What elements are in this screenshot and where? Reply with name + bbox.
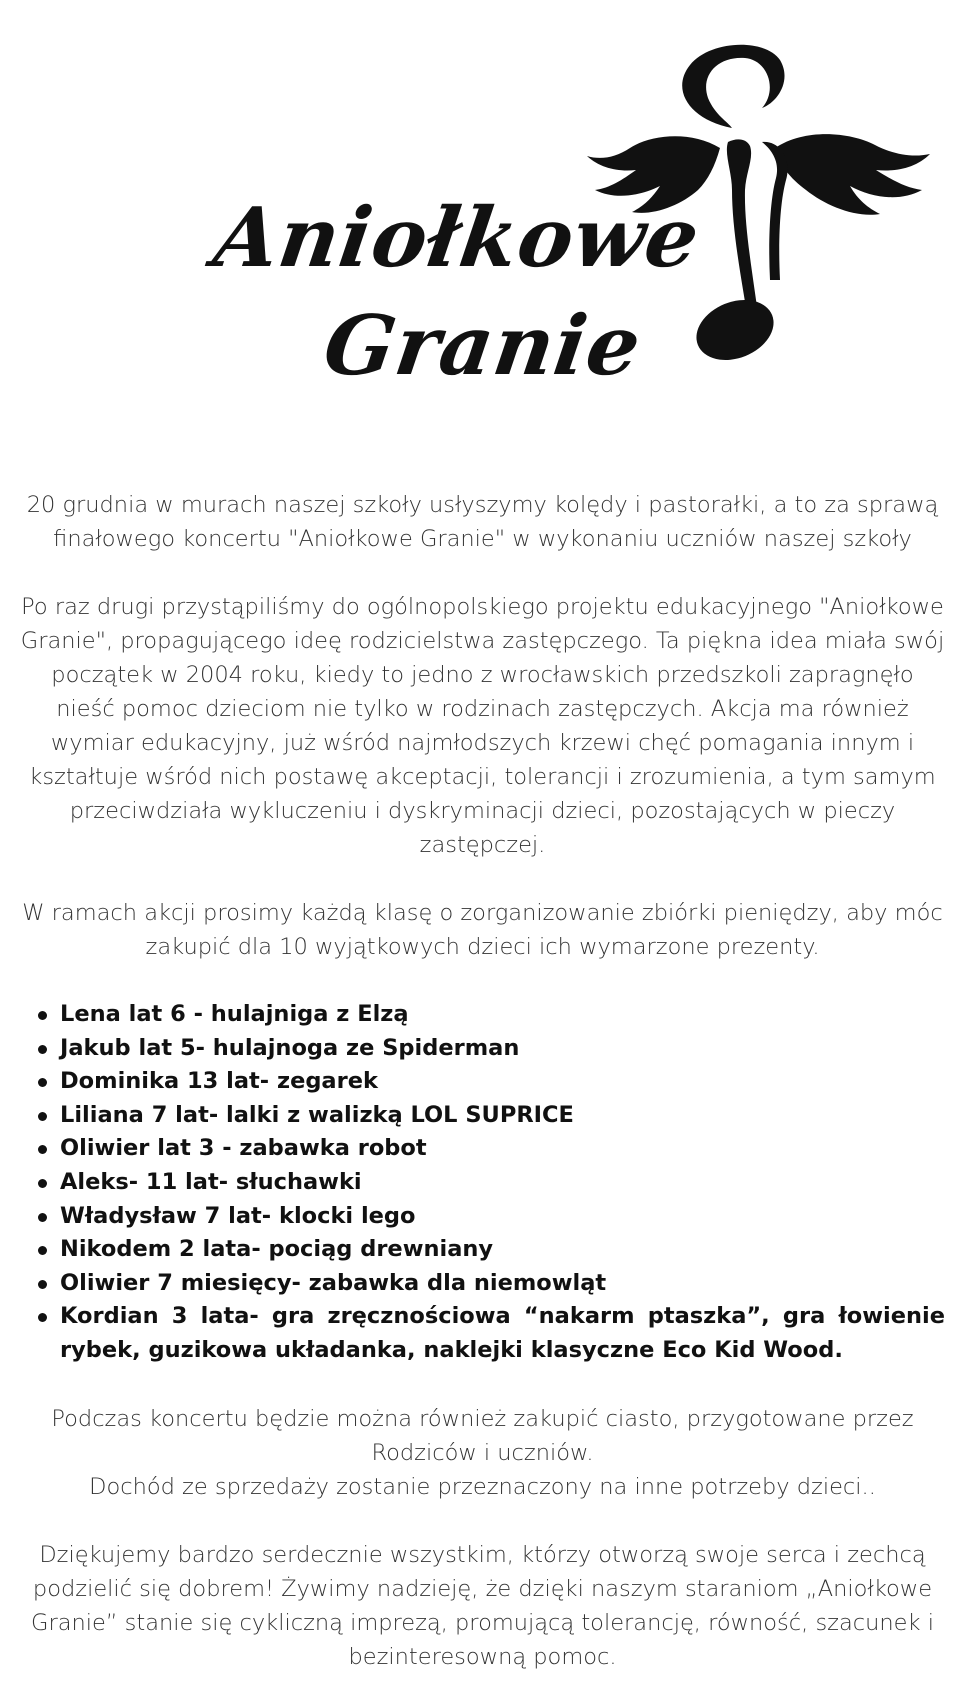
list-item: [38, 1233, 945, 1267]
gift-list: [20, 998, 945, 1368]
logo-line-1: Aniołkowe: [208, 190, 706, 286]
list-item: [38, 1267, 945, 1301]
list-item: [38, 1132, 945, 1166]
bullet-icon: [38, 1145, 47, 1154]
bullet-icon: [38, 1112, 47, 1121]
gift-text: Dominika 13 lat- zegarek: [60, 1068, 378, 1095]
bullet-icon: [38, 1078, 47, 1087]
list-item: [38, 1099, 945, 1133]
list-item: [38, 1032, 945, 1066]
gift-text: Władysław 7 lat- klocki lego: [60, 1202, 416, 1229]
intro-paragraph: 20 grudnia w murach naszej szkoły usłyszymy kolędy i pastorałki, a to za sprawą finałowego koncertu "Aniołkowe Granie" w wykonaniu uczniów naszej szkoły: [26, 492, 939, 552]
thanks-paragraph: Dziękujemy bardzo serdecznie wszystkim, którzy otworzą swoje serca i zechcą podzielić się dobrem! Żywimy nadzieję, że dzięki naszym staraniom „Aniołkowe Granie” stanie się cykliczną imprezą, promującą tolerancję, równość, szacunek i bezinteresowną pomoc.: [31, 1541, 934, 1670]
note-flag-icon: [762, 142, 788, 280]
bullet-icon: [38, 1280, 47, 1289]
list-item: [38, 1065, 945, 1099]
content: [20, 488, 945, 1674]
left-wing-icon: [587, 136, 720, 213]
request-paragraph: W ramach akcji prosimy każdą klasę o zorganizowanie zbiórki pieniędzy, aby móc zakupić dla 10 wyjątkowych dzieci ich wymarzone prezenty.: [22, 900, 943, 960]
bullet-icon: [38, 1213, 47, 1222]
income-paragraph: Dochód ze sprzedaży zostanie przeznaczony na inne potrzeby dzieci..: [89, 1473, 876, 1500]
gift-text: Nikodem 2 lata- pociąg drewniany: [60, 1236, 494, 1263]
gift-text: Oliwier lat 3 - zabawka robot: [60, 1135, 427, 1162]
bullet-icon: [38, 1313, 47, 1322]
gift-text: Oliwier 7 miesięcy- zabawka dla niemowląt: [60, 1269, 607, 1296]
gift-text: Kordian 3 lata- gra zręcznościowa “nakarm ptaszka”, gra łowienie rybek, guzikowa układanka, naklejki klasyczne Eco Kid Wood.: [60, 1303, 945, 1363]
angel-music-note-icon: [540, 30, 940, 400]
gift-text: Aleks- 11 lat- słuchawki: [60, 1168, 362, 1195]
cake-paragraph: Podczas koncertu będzie można również zakupić ciasto, przygotowane przez Rodziców i uczniów.: [51, 1405, 914, 1466]
bullet-icon: [38, 1246, 47, 1255]
bullet-icon: [38, 1045, 47, 1054]
list-item: [38, 1300, 945, 1367]
bullet-icon: [38, 1179, 47, 1188]
right-wing-icon: [775, 134, 930, 215]
gift-text: Lena lat 6 - hulajniga z Elzą: [60, 1001, 409, 1027]
note-head-icon: [687, 289, 782, 371]
gift-text: Liliana 7 lat- lalki z walizką LOL SUPRICE: [60, 1101, 574, 1128]
halo-icon: [682, 45, 784, 128]
gift-text: Jakub lat 5- hulajnoga ze Spiderman: [60, 1034, 520, 1061]
list-item: [38, 998, 945, 1032]
logo: [205, 30, 935, 420]
list-item: [38, 1200, 945, 1234]
logo-line-2: Granie: [318, 298, 648, 394]
bullet-icon: [38, 1011, 47, 1020]
project-paragraph: Po raz drugi przystąpiliśmy do ogólnopolskiego projektu edukacyjnego "Aniołkowe Granie", propagującego ideę rodzicielstwa zastępczego. Ta piękna idea miała swój początek w 2004 roku, kiedy to jedno z wrocławskich przedszkoli zapragnęło nieść pomoc dzieciom nie tylko w rodzinach zastępczych. Akcja ma również wymiar edukacyjny, już wśród najmłodszych krzewi chęć pomagania innym i kształtuje wśród nich postawę akceptacji, tolerancji i zrozumienia, a tym samym przeciwdziała wykluczeniu i dyskryminacji dzieci, pozostających w pieczy zastępczej.: [20, 594, 945, 858]
list-item: [38, 1166, 945, 1200]
